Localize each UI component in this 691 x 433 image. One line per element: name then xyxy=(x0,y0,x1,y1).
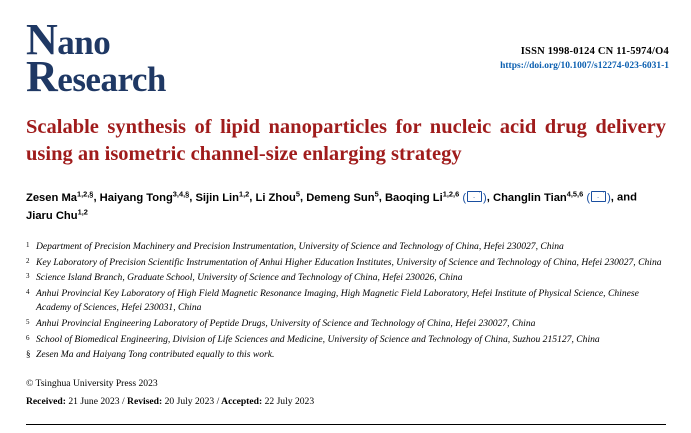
envelope-icon xyxy=(467,191,482,202)
affiliation-mark: 4 xyxy=(26,288,30,297)
journal-logo-esearch: esearch xyxy=(57,60,166,100)
affiliation-mark: 1 xyxy=(26,241,30,249)
identifiers-block xyxy=(500,46,669,71)
affiliation-text: Anhui Provincial Key Laboratory of High Field Magnetic Resonance Imaging, High Magnetic Field Laboratory, Hefei Institute of Physical Science, Chinese Academy of Sciences, Hefei 230031, China xyxy=(36,288,639,314)
journal-logo-line-2 xyxy=(26,52,236,102)
affiliation-mark: 2 xyxy=(26,256,30,265)
revised-date: 20 July 2023 xyxy=(164,396,215,407)
affiliation-text: Anhui Provincial Engineering Laboratory of Peptide Drugs, University of Science and Technology of China, Hefei 230027, China xyxy=(36,317,536,329)
affiliation-item xyxy=(26,240,674,254)
accepted-date: 22 July 2023 xyxy=(264,396,315,407)
affiliation-item xyxy=(26,333,674,347)
author-baoqing-li: Baoqing Li$^{1,2,6}$ xyxy=(384,189,460,204)
publication-dates xyxy=(26,396,314,407)
affiliation-item xyxy=(26,317,674,331)
affiliation-list xyxy=(26,240,674,364)
received-label: Received: xyxy=(26,396,66,407)
corresponding-author-marker-2: ( ) xyxy=(586,191,611,204)
author-demeng-sun: Demeng Sun$^5$ xyxy=(306,189,379,204)
journal-logo-r: R xyxy=(26,52,58,102)
equal-contribution-note xyxy=(26,348,674,362)
issn-line: ISSN 1998-0124 CN 11-5974/O4 xyxy=(520,46,669,57)
affiliation-text: School of Biomedical Engineering, Division of Life Sciences and Medicine, University of Science and Technology of China, Suzhou 215127, China xyxy=(36,333,600,345)
equal-contribution-mark: § xyxy=(26,349,31,360)
author-haiyang-tong: Haiyang Tong$^{3,4,\S}$ xyxy=(99,189,190,204)
affiliation-item xyxy=(26,256,674,270)
journal-logo-n: N xyxy=(26,15,58,64)
copyright-line: © Tsinghua University Press 2023 xyxy=(26,378,158,389)
equal-contribution-text: Zesen Ma and Haiyang Tong contributed equally to this work. xyxy=(36,349,275,361)
author-li-zhou: Li Zhou$^5$ xyxy=(255,189,300,204)
affiliation-text: Key Laboratory of Precision Scientific Instrumentation of Anhui Higher Education Institutes, University of Science and Technology of China, Hefei 230027, China xyxy=(36,256,662,268)
doi-link[interactable]: https://doi.org/10.1007/s12274-023-6031-1 xyxy=(500,61,669,71)
date-separator-1: / xyxy=(121,396,125,407)
author-changlin-tian: Changlin Tian$^{4,5,6}$ xyxy=(493,189,584,204)
affiliation-item xyxy=(26,287,674,315)
author-list: Zesen $Ma^{1,2,\S}$, Haiyang Tong$^{3,4,\S}$, Sijin Lin$^{1,2}$, Li Zhou$^5$, Demeng Sun$^5$, Baoqing Li$^{1,2,6}$ ( ), Changlin Tian$^{4,5,6}$ ( ), and Jiaru Chu$^{1,2}$ xyxy=(26,189,637,223)
received-date: 21 June 2023 xyxy=(68,396,120,407)
journal-logo xyxy=(26,15,236,102)
envelope-icon xyxy=(591,191,606,202)
author-zesen-ma: Zesen $Ma^{1,2,\S}$ xyxy=(26,189,94,204)
accepted-label: Accepted: xyxy=(221,396,263,407)
affiliation-mark: 6 xyxy=(26,333,30,342)
affiliation-item xyxy=(26,271,674,285)
journal-logo-line-1 xyxy=(26,15,236,64)
corresponding-author-marker-1: ( ) xyxy=(462,191,487,204)
footer-divider xyxy=(26,424,666,425)
affiliation-text: Department of Precision Machinery and Precision Instrumentation, University of Science and Technology of China, Hefei 230027, China xyxy=(36,241,564,252)
affiliation-mark: 3 xyxy=(26,272,30,281)
date-separator-2: / xyxy=(216,396,220,407)
affiliation-mark: 5 xyxy=(26,317,30,326)
journal-logo-ano: ano xyxy=(57,23,111,62)
affiliation-text: Science Island Branch, Graduate School, University of Science and Technology of China, Hefei 230026, China xyxy=(36,272,463,284)
author-jiaru-chu: Jiaru Chu$^{1,2}$ xyxy=(26,207,88,223)
author-sijin-lin: Sijin Lin$^{1,2}$ xyxy=(195,189,250,204)
revised-label: Revised: xyxy=(127,396,163,407)
article-title: Scalable synthesis of lipid nanoparticles for nucleic acid drug delivery using an isometric channel-size enlarging strategy xyxy=(26,116,666,166)
